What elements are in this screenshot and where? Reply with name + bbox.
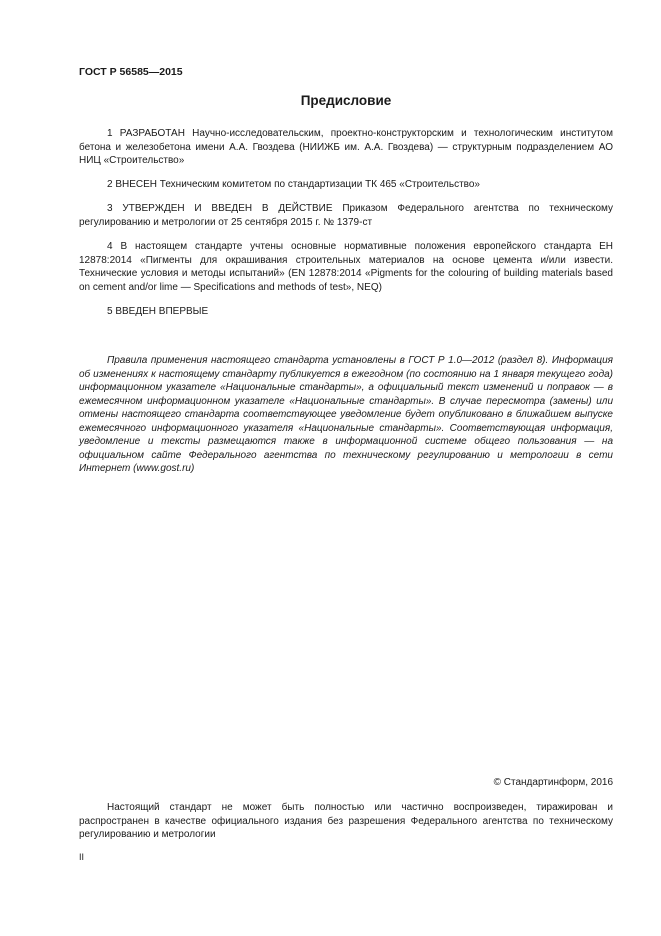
paragraph-approved: 3 УТВЕРЖДЕН И ВВЕДЕН В ДЕЙСТВИЕ Приказом Федерального агентства по техническому регулированию и метрологии от 25 сентября 2015 г. № 1379-ст — [79, 203, 613, 228]
paragraph-norms: 4 В настоящем стандарте учтены основные нормативные положения европейского стандарта ЕН 12878:2014 «Пигменты для окрашивания строительных материалов на основе цемента и/или извести. Технические условия и методы испытаний» (EN 12878:2014 «Pigments for the colouring of building materials based on cement and/or lime — Specifications and methods of test», NEQ) — [79, 241, 613, 293]
application-rules-notice: Правила применения настоящего стандарта установлены в ГОСТ Р 1.0—2012 (раздел 8). Информация об изменениях к настоящему стандарту публикуется в ежегодном (по состоянию на 1 января текущего года) информационном указателе «Национальные стандарты», а официальный текст изменений и поправок — в ежемесячном информационном указателе «Национальные стандарты». В случае пересмотра (замены) или отмены настоящего стандарта соответствующее уведомление будет опубликовано в ближайшем выпуске ежемесячного информационного указателя «Национальные стандарты». Соответствующая информация, уведомление и тексты размещаются также в информационной системе общего пользования — на официальном сайте Федерального агентства по техническому регулированию и метрологии в сети Интернет (www.gost.ru) — [79, 355, 613, 474]
copyright: © Стандартинформ, 2016 — [493, 777, 613, 788]
paragraph-developed-by: 1 РАЗРАБОТАН Научно-исследовательским, проектно-конструкторским и технологическим институтом бетона и железобетона имени А.А. Гвоздева (НИИЖБ им. А.А. Гвоздева) — структурным подразделением АО НИЦ «Строительство» — [79, 128, 613, 166]
page-number: II — [79, 852, 85, 862]
page-title: Предисловие — [300, 93, 392, 108]
paragraph-introduced-by: 2 ВНЕСЕН Техническим комитетом по стандартизации ТК 465 «Строительство» — [107, 179, 480, 190]
paragraph-first-introduced: 5 ВВЕДЕН ВПЕРВЫЕ — [107, 306, 209, 317]
standard-code: ГОСТ Р 56585—2015 — [79, 66, 183, 78]
reproduction-notice: Настоящий стандарт не может быть полностью или частично воспроизведен, тиражирован и распространен в качестве официального издания без разрешения Федерального агентства по техническому регулированию и метрологии — [79, 802, 613, 840]
